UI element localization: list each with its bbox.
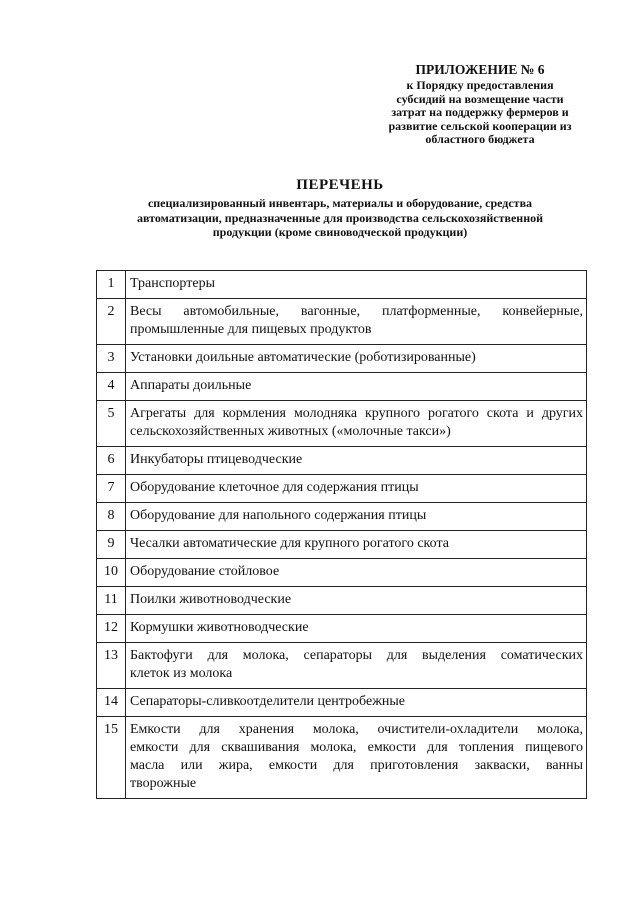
table-row xyxy=(97,503,587,531)
table-row xyxy=(97,475,587,503)
item-description xyxy=(126,401,587,447)
item-description xyxy=(126,299,587,345)
item-text-line: Чесалки автоматические для крупного рогатого скота xyxy=(130,536,449,551)
annex-line: развитие сельской кооперации из xyxy=(388,118,572,133)
table-row xyxy=(97,271,587,299)
table-row xyxy=(97,559,587,587)
item-text-line: творожные xyxy=(130,776,197,791)
item-text-line: сельскохозяйственных животных («молочные такси») xyxy=(130,424,451,439)
table-row xyxy=(97,689,587,717)
item-text-line: Кормушки животноводческие xyxy=(130,620,309,635)
item-text-line: емкости для сквашивания молока, емкости для топления пищевого xyxy=(130,740,583,755)
annex-line: областного бюджета xyxy=(425,132,535,146)
item-description xyxy=(126,689,587,717)
equipment-list-body xyxy=(97,271,587,799)
item-number: 7 xyxy=(97,475,126,503)
document-subtitle-line: специализированный инвентарь, материалы и оборудование, средства xyxy=(147,196,533,210)
table-row xyxy=(97,643,587,689)
item-number: 3 xyxy=(97,345,126,373)
item-description xyxy=(126,475,587,503)
item-number: 15 xyxy=(97,717,126,799)
item-description xyxy=(126,373,587,401)
table-row xyxy=(97,401,587,447)
item-number: 11 xyxy=(97,587,126,615)
item-description xyxy=(126,531,587,559)
item-text-line: Весы автомобильные, вагонные, платформенные, конвейерные, xyxy=(130,304,583,319)
item-description xyxy=(126,345,587,373)
item-number: 5 xyxy=(97,401,126,447)
item-text-line: Аппараты доильные xyxy=(130,378,252,393)
item-text-line: клеток из молока xyxy=(130,666,233,681)
item-text-line: промышленные для пищевых продуктов xyxy=(130,322,372,337)
item-number: 9 xyxy=(97,531,126,559)
annex-line: субсидий на возмещение части xyxy=(396,91,564,106)
item-number: 14 xyxy=(97,689,126,717)
table-row xyxy=(97,299,587,345)
item-number: 2 xyxy=(97,299,126,345)
document-subtitle-line: автоматизации, предназначенные для производства сельскохозяйственной xyxy=(136,210,544,225)
item-text-line: Поилки животноводческие xyxy=(130,592,292,607)
item-description xyxy=(126,717,587,799)
equipment-list-table xyxy=(96,270,587,799)
item-text-line: Емкости для хранения молока, очистители-охладители молока, xyxy=(130,722,583,737)
annex-line: затрат на поддержку фермеров и xyxy=(391,105,569,119)
table-row xyxy=(97,531,587,559)
annex-title: ПРИЛОЖЕНИЕ № 6 xyxy=(415,62,545,77)
table-row xyxy=(97,615,587,643)
item-number: 12 xyxy=(97,615,126,643)
item-text-line: Бактофуги для молока, сепараторы для выделения соматических xyxy=(130,648,583,663)
item-text-line: Транспортеры xyxy=(130,276,215,291)
item-number: 4 xyxy=(97,373,126,401)
item-description xyxy=(126,447,587,475)
item-text-line: масла или жира, емкости для приготовления закваски, ванны xyxy=(130,758,583,773)
table-row xyxy=(97,587,587,615)
table-row xyxy=(97,345,587,373)
item-text-line: Оборудование клеточное для содержания птицы xyxy=(130,480,419,495)
item-description xyxy=(126,587,587,615)
document-title: ПЕРЕЧЕНЬ xyxy=(296,177,384,193)
item-number: 8 xyxy=(97,503,126,531)
item-text-line: Установки доильные автоматические (роботизированные) xyxy=(130,350,476,365)
document-subtitle-line: продукции (кроме свиноводческой продукции) xyxy=(212,225,468,239)
item-number: 6 xyxy=(97,447,126,475)
item-text-line: Сепараторы-сливкоотделители центробежные xyxy=(130,694,405,709)
item-description xyxy=(126,615,587,643)
item-text-line: Инкубаторы птицеводческие xyxy=(130,452,303,467)
item-number: 10 xyxy=(97,559,126,587)
annex-block xyxy=(360,62,600,147)
item-text-line: Оборудование стойловое xyxy=(130,564,280,579)
item-text-line: Агрегаты для кормления молодняка крупного рогатого скота и других xyxy=(130,406,583,421)
item-description xyxy=(126,559,587,587)
item-description xyxy=(126,271,587,299)
item-number: 1 xyxy=(97,271,126,299)
table-row xyxy=(97,373,587,401)
item-description xyxy=(126,503,587,531)
annex-line: к Порядку предоставления xyxy=(406,78,554,92)
table-row xyxy=(97,717,587,799)
item-number: 13 xyxy=(97,643,126,689)
table-row xyxy=(97,447,587,475)
document-heading xyxy=(90,176,590,240)
item-text-line: Оборудование для напольного содержания птицы xyxy=(130,508,427,523)
item-description xyxy=(126,643,587,689)
